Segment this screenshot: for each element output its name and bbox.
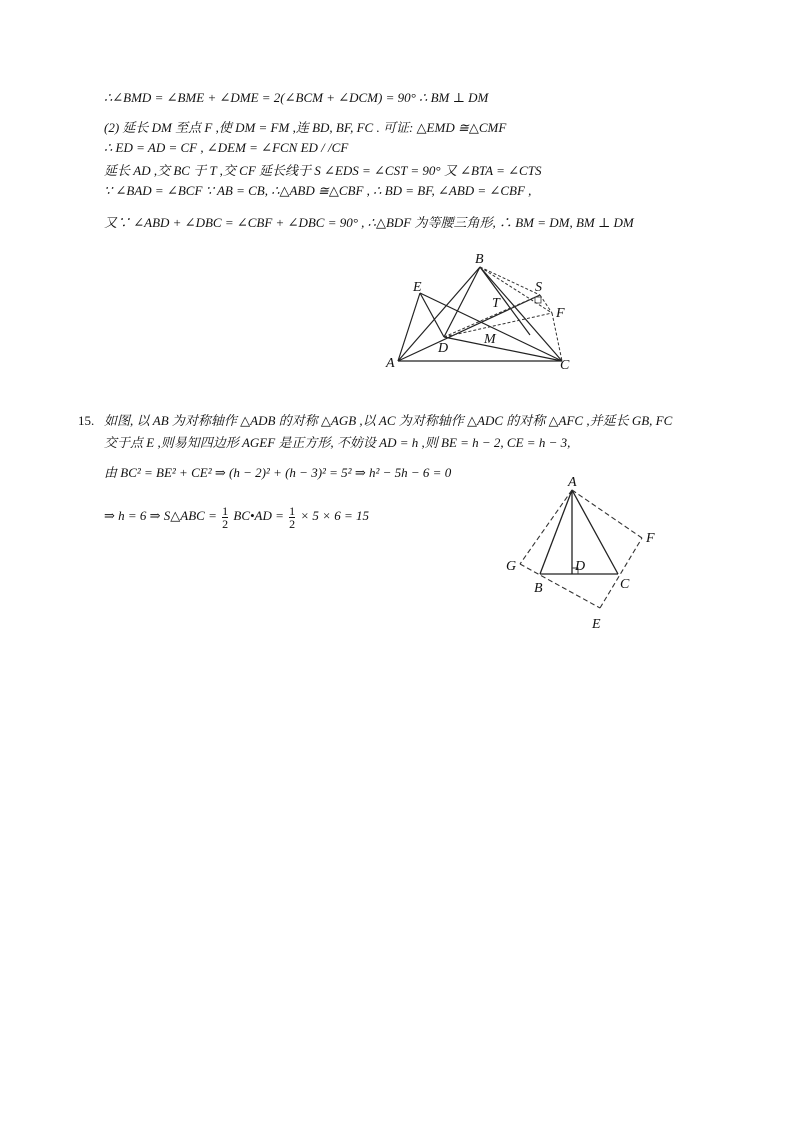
label-D: D	[438, 341, 449, 356]
label-C: C	[560, 358, 570, 373]
solution-line-3: 由 BC² = BE² + CE² ⇒ (h − 2)² + (h − 3)² = 5² ⇒ h² − 5h − 6 = 0	[104, 465, 452, 480]
proof-line-4: 延长 AD ,交 BC 于 T ,交 CF 延长线于 S ∠EDS = ∠CST = 90° 又 ∠BTA = ∠CTS	[104, 163, 542, 178]
label-B: B	[475, 252, 484, 267]
label-B2: B	[534, 581, 543, 596]
label-A: A	[386, 356, 395, 371]
solution-line-1: 如图, 以 AB 为对称轴作 △ADB 的对称 △AGB ,以 AC 为对称轴作 △ADC 的对称 △AFC ,并延长 GB, FC	[104, 413, 673, 428]
label-F2: F	[646, 531, 655, 546]
geometry-figure-1	[380, 252, 580, 375]
label-E2: E	[592, 617, 601, 632]
label-M: M	[484, 332, 496, 347]
solution-line-2: 交于点 E ,则易知四边形 AGEF 是正方形, 不妨设 AD = h ,则 BE = h − 2, CE = h − 3,	[104, 435, 571, 450]
fraction-one-half-2	[289, 505, 295, 530]
proof-line-6: 又∵ ∠ABD + ∠DBC = ∠CBF + ∠DBC = 90° , ∴△BDF 为等腰三角形, ∴ BM = DM, BM ⊥ DM	[104, 215, 634, 230]
label-D2: D	[575, 559, 586, 574]
label-F: F	[556, 306, 565, 321]
label-S: S	[535, 280, 542, 295]
proof-line-1: ∴∠BMD = ∠BME + ∠DME = 2(∠BCM + ∠DCM) = 90° ∴ BM ⊥ DM	[104, 90, 489, 105]
frac2-numerator: 1	[289, 503, 296, 518]
problem-number: 15.	[78, 413, 95, 428]
solution-line-4	[104, 502, 369, 530]
frac2-denominator: 2	[289, 516, 296, 531]
solution-line-4-start: ⇒ h = 6 ⇒ S△ABC =	[104, 508, 217, 523]
solution-line-4-mid: BC•AD =	[233, 508, 284, 523]
frac-numerator: 1	[222, 503, 229, 518]
label-G2: G	[506, 559, 517, 574]
label-A2: A	[568, 475, 577, 490]
solution-line-4-end: × 5 × 6 = 15	[300, 508, 369, 523]
label-C2: C	[620, 577, 630, 592]
label-E: E	[413, 280, 422, 295]
proof-line-2: (2) 延长 DM 至点 F ,使 DM = FM ,连 BD, BF, FC . 可证: △EMD ≅△CMF	[104, 120, 507, 135]
frac-denominator: 2	[222, 516, 229, 531]
proof-line-3: ∴ ED = AD = CF , ∠DEM = ∠FCN ED / /CF	[104, 140, 349, 155]
fraction-one-half	[222, 505, 228, 530]
geometry-figure-2	[500, 470, 670, 640]
proof-line-5: ∵ ∠BAD = ∠BCF ∵ AB = CB, ∴△ABD ≅△CBF , ∴ BD = BF, ∠ABD = ∠CBF ,	[104, 183, 532, 198]
label-T: T	[492, 296, 500, 311]
